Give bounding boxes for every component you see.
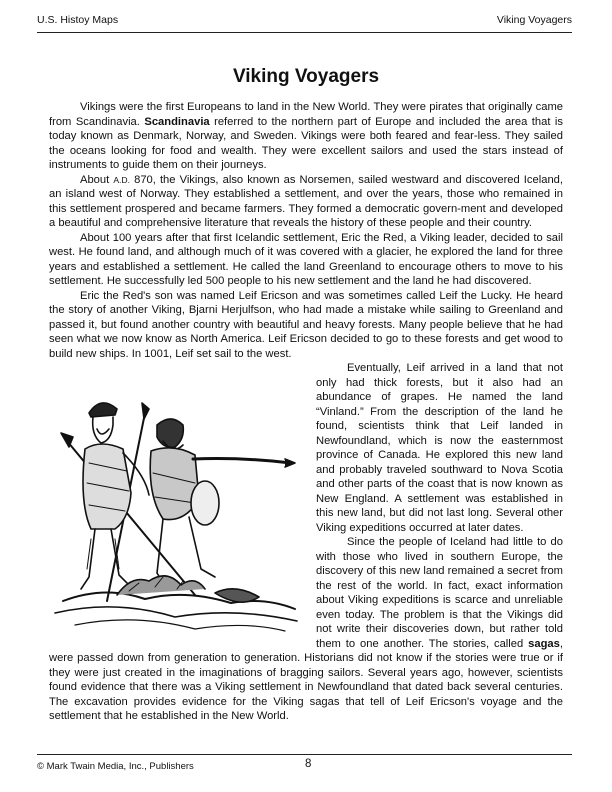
paragraph-text: , were passed down from generation to generation. Historians did not know if the stories were true or if they were just created in the imaginations of bragging sailors. Several years ago, however, scientists found evidence that there was a Viking settlement in Newfoundland that dated back several centuries. The excavation provides evidence for the Viking sagas that tell of Leif Ericson's voyage and the settlement that he established in the New World. [49,637,563,722]
header-chapter-title: Viking Voyagers [496,14,572,26]
paragraph-3: About 100 years after that first Icelandic settlement, Eric the Red, a Viking leader, decided to sail west. He found land, and although much of it was covered with a glacier, he explored the land for three years and established a settlement. He called the land Greenland to encourage others to move to his settlement. He successfully led 500 people to his new settlement and the land he had discovered. [49,231,563,287]
viking-warriors-drawing [45,363,306,639]
paragraph-1 [49,100,563,173]
era-abbreviation: A.D. [113,174,131,185]
term-sagas: sagas [528,637,560,650]
paragraph-text: Vikings were the first Europeans to land in the New World. They were pirates that originally came from Scandinavia. [49,101,563,128]
term-scandinavia: Scandinavia [144,115,210,128]
paragraph-5: Eventually, Leif arrived in a land that not only had thick forests, but it also had an abundance of grapes. He named the land “Vinland.” From the description of the land he found, scientists think that Leif landed in Newfoundland, which is now the easternmost province of Canada. He explored this new land and probably traveled southward to Nova Scotia and other parts of the coast that is now known as New England. A settlement was established in this new land, but did not last long. Several other Viking expeditions occurred at later dates. [316,362,563,534]
paragraph-text: About [80,173,114,186]
paragraph-4: Eric the Red's son was named Leif Ericson and was sometimes called Leif the Lucky. He heard the story of another Viking, Bjarni Herjulfson, who had made a mistake while sailing to Greenland and passed it, but found another country with beautiful and heavy forests. Many people believe that he had seen what we now know as North America. Leif Ericson decided to go to these forests and get wood to build new ships. In 1001, Leif set sail to the west. [49,289,563,360]
article-body [49,100,563,724]
page-number: 8 [305,758,312,770]
page-footer [37,754,572,785]
paragraph-text: referred to the northern part of Europe and included the area that is today known as Denmark, Norway, and Sweden. Vikings were both feared and fear-less. They sailed the oceans looking for food and wealth. They were excellent sailors and used the stars instead of instruments to guide them on their journeys. [49,115,564,171]
header-book-title: U.S. Histoy Maps [37,14,119,26]
page-title: Viking Voyagers [232,66,380,87]
paragraph-text: 870, the Vikings, also known as Norsemen, sailed westward and discovered Iceland, an island west of Norway. They established a settlement, and over the years, those who remained in this settlement prospered and became farmers. They formed a democratic govern-ment and developed a beautiful and comprehensive literature that reveals the history of these people and their country. [49,173,563,229]
page-header [37,8,572,33]
copyright-notice: © Mark Twain Media, Inc., Publishers [37,761,194,772]
paragraph-2 [49,173,563,231]
paragraph-text: Since the people of Iceland had little to do with those who lived in southern Europe, the discovery of this new land remained a secret from the rest of the world. In fact, exact information about Viking expeditions is scarce and unreliable even today. The problem is that the Vikings did not write their discoveries down, but rather told them to one another. The stories, called [316,536,563,650]
viking-illustration [45,363,306,639]
